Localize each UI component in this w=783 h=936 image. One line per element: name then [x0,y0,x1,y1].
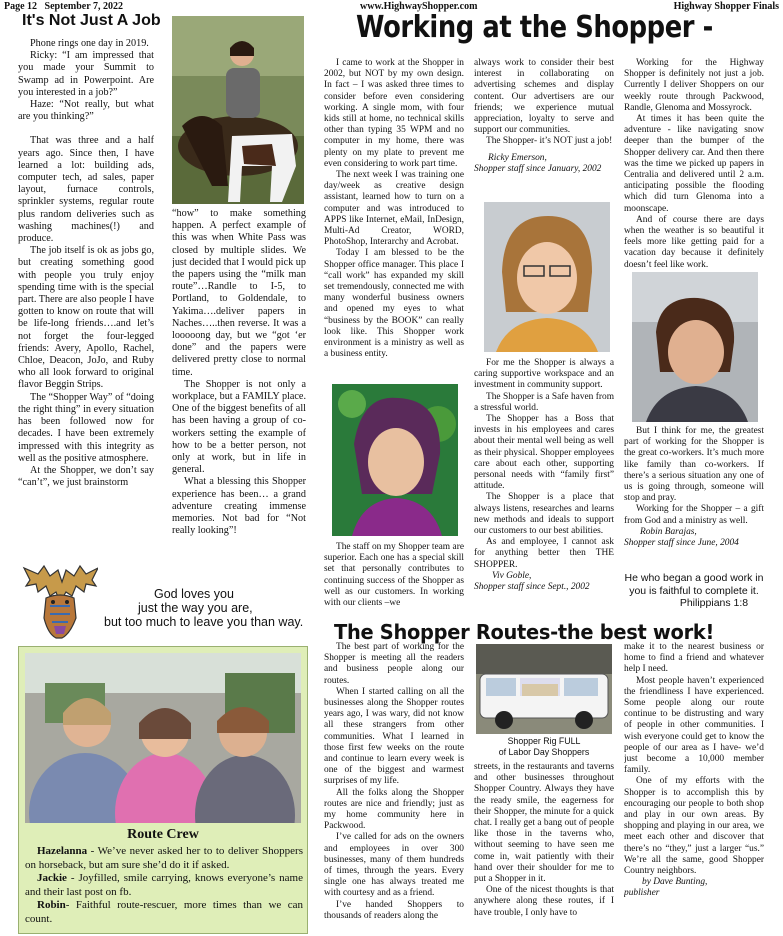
ricky-col1: I came to work at the Shopper in 2002, but NOT by my own design. In fact – I was asked three times to consider before even considering working. A single mom, with four kids still at home, no technical skills other than typing 35 WPM and no computer in my home, there was plenty on my plate to prevent me even considering to work part time. The next week I was training one day/week as creative design assistant, learned how to turn on a computer and was introduced to APPS like Internet, eMail, InDesign, Multi-Ad Creator, WORD, PhotoShop, Interarchy and Acrobat. Today I am blessed to be the Shopper office manager. This place I “call work” has expanded my skill set tremendously, connected me with many wonderful business owners and opened my eyes to what “business by the BOOK” can really look like. This Shopper work environment is a ministry as well as a business entity. [324,58,464,360]
dave-col1: The best part of working for the Shopper is meeting all the readers and business people along our routes. When I started calling on all the businesses along the Shopper routes years ago, I was wary, did not know all these strangers from other communities. What I learned in those first few weeks on the route and continue to learn every week is one of the biggest and warmest surprises of my life. All the folks along the Shopper routes are nice and friendly; just as my home community here in Packwood. I’ve called for ads on the owners and employees in over 300 businesses, many of them hundreds of times, through the years. Every single one has always treated me with courtesy and as a friend. I’ve handed Shoppers to thousands of readers along the [324,642,464,921]
article-title: It's Not Just A Job [22,12,161,29]
group-photo [25,653,301,823]
truck-caption: Shopper Rig FULL of Labor Day Shoppers [498,736,590,757]
dave-col2: streets, in the restaurants and taverns and other businesses throughout Shopper Country. Always they have the ready smile, the eagerness for their Shopper, the minute for a quick chat. I really get a bang out of people like those in the taverns who, without seeming to have seen me come in, wait patiently with their hand over their shoulder for me to put a Shopper in it. One of the nicest thoughts is that anywhere along these routes, if I have trouble, I only have to [474,762,614,918]
route-crew-title: Route Crew [127,827,199,842]
portrait-photo-viv [484,202,610,352]
quote-block: God loves you just the way you are, but too much to leave you than way. [104,587,304,629]
verse-block: He who began a good work in you is faithful to complete it. Philippians 1:8 [624,572,764,610]
page-number: Page 12 September 7, 2022 [4,1,123,12]
site-url: www.HighwayShopper.com [360,1,478,12]
main-banner: Working at the Shopper - [356,10,713,45]
ricky-col1b: The staff on my Shopper team are superior. Each one has a special skill set that personally contributes to continuing success of the Shopper as well as our customers. In working with our clients –we [324,542,464,609]
portrait-photo-robin [632,272,758,422]
robin-col2: But I think for me, the greatest part of working for the Shopper is the great co-workers. It’s much more like family than co-workers. If there’s a serious situation any one of us is going through, someone will stop and pray. Working for the Shopper – a gift from God and a ministry as well. Robin Barajas, Shopper staff since June, 2004 [624,426,764,549]
horse-rider-photo [172,16,304,204]
ricky-col2: always work to consider their best interest in collaborating on advertising schemes and display content. Our advertisers are our friends; we experience mutual appreciation, loyalty to serve and support our communities. The Shopper- it’s NOT just a job! Ricky Emerson, Shopper staff since January, 2002 [474,58,614,174]
portrait-photo-ricky [332,384,458,536]
dave-col3: make it to the nearest business or home to find a friend and whatever help I need. Most people haven’t experienced the friendliness I have experienced. Some people along our route continue to be distrusting and wary of people in other communities. I wish everyone could get to know the people of our area as I have- we’d just become a 10,000 member family. One of my efforts with the Shopper is to accomplish this by encouraging our people to both shop and play in our own areas. By shopping and playing in our area, we meet each other and discover that there’s no “they,” just a larger “us.” We’re all the same, good Shopper Country neighbors. by Dave Bunting, publisher [624,642,764,899]
moose-icon [20,562,98,642]
route-crew-box [18,646,308,934]
viv-col: For me the Shopper is always a caring supportive workspace and an investment in community support. The Shopper is a Safe haven from a stressful world. The Shopper has a Boss that invests in his employees and cares about their mental well being as well as their physical. Shopper employees care about each other, supporting personal needs with “family first” attitude. The Shopper is a place that always listens, researches and learns new methods and ideals to support our customers to our best abilities. As and employee, I cannot ask for anything better then THE SHOPPER. Viv Goble, Shopper staff since Sept., 2002 [474,358,614,593]
left-article-col1: Phone rings one day in 2019. Ricky: “I am impressed that you made your Summit to Swamp ad in Powerpoint. Are you interested in a job?” Haze: “Not really, but what are you thinking?” That was three and a half years ago. Since then, I have learned a lot: building ads, computer tech, ad sales, paper layout, furnace controls, sprinkler systems, regular route plus random deliveries such as washing machines(!) and produce. The job itself is ok as jobs go, but creating something good with people you truly enjoy spending time with is the special part. There are also people I have gotten to know on route that will be life-long friends….and let’s not forget the four-legged friends: Avery, Apollo, Rachel, Chloe, Deacon, JoJo, and Ruby who all look forward to original flavor Beggin Strips. The “Shopper Way” of “doing the right thing” in every situation has been followed now for decades. I have been extremely impressed with this integrity as well as the positive atmosphere. At the Shopper, we don’t say “can’t”, we just brainstorm [18,38,154,489]
edition-name: Highway Shopper Finals [673,1,779,12]
routes-banner: The Shopper Routes-the best work! [334,620,715,644]
truck-photo [476,644,612,734]
left-article-col2: “how” to make something happen. A perfect example of this was when White Pass was closed by multiple slides. We just decided that I would pick up the papers using the “milk man route”…Randle to I-5, to Portland, to Goldendale, to Yakima….deliver papers in Naches…..then reverse. It was a looooong day, but we “got ‘er done” and the papers were delivered pretty close to normal time. The Shopper is not only a workplace, but a FAMILY place. One of the biggest benefits of all has been having a group of co-workers setting the example of how to be a better person, not only at work, but in life in general. What a blessing this Shopper experience has been… a grand adventure creating immense memories. Not bad for “Not really looking”! [172,208,306,537]
robin-col1: Working for the Highway Shopper is definitely not just a job. Currently I deliver Shoppers on our weekly route through Packwood, Randle, Glenoma and Mossyrock. At times it has been quite the adventure - like navigating snow deeper than the bumper of the Shopper delivery car. And then there was the time we picked up papers in Centralia and delivered until 2 a.m. anticipating possible the flooding which did turn Glenoma into a moonscape. And of course there are days when the weather is so beautiful it feels more like getting paid for a vacation day because it definitely doesn’t feel like work. [624,58,764,270]
route-crew-list: Hazelanna - We’ve never asked her to to deliver Shoppers on horseback, but am sure she’d do it if asked. Jackie - Joyfilled, smile carrying, knows everyone’s name and their last post on fb. Robin- Faithful route-rescuer, more times than we can count. [25,845,303,925]
